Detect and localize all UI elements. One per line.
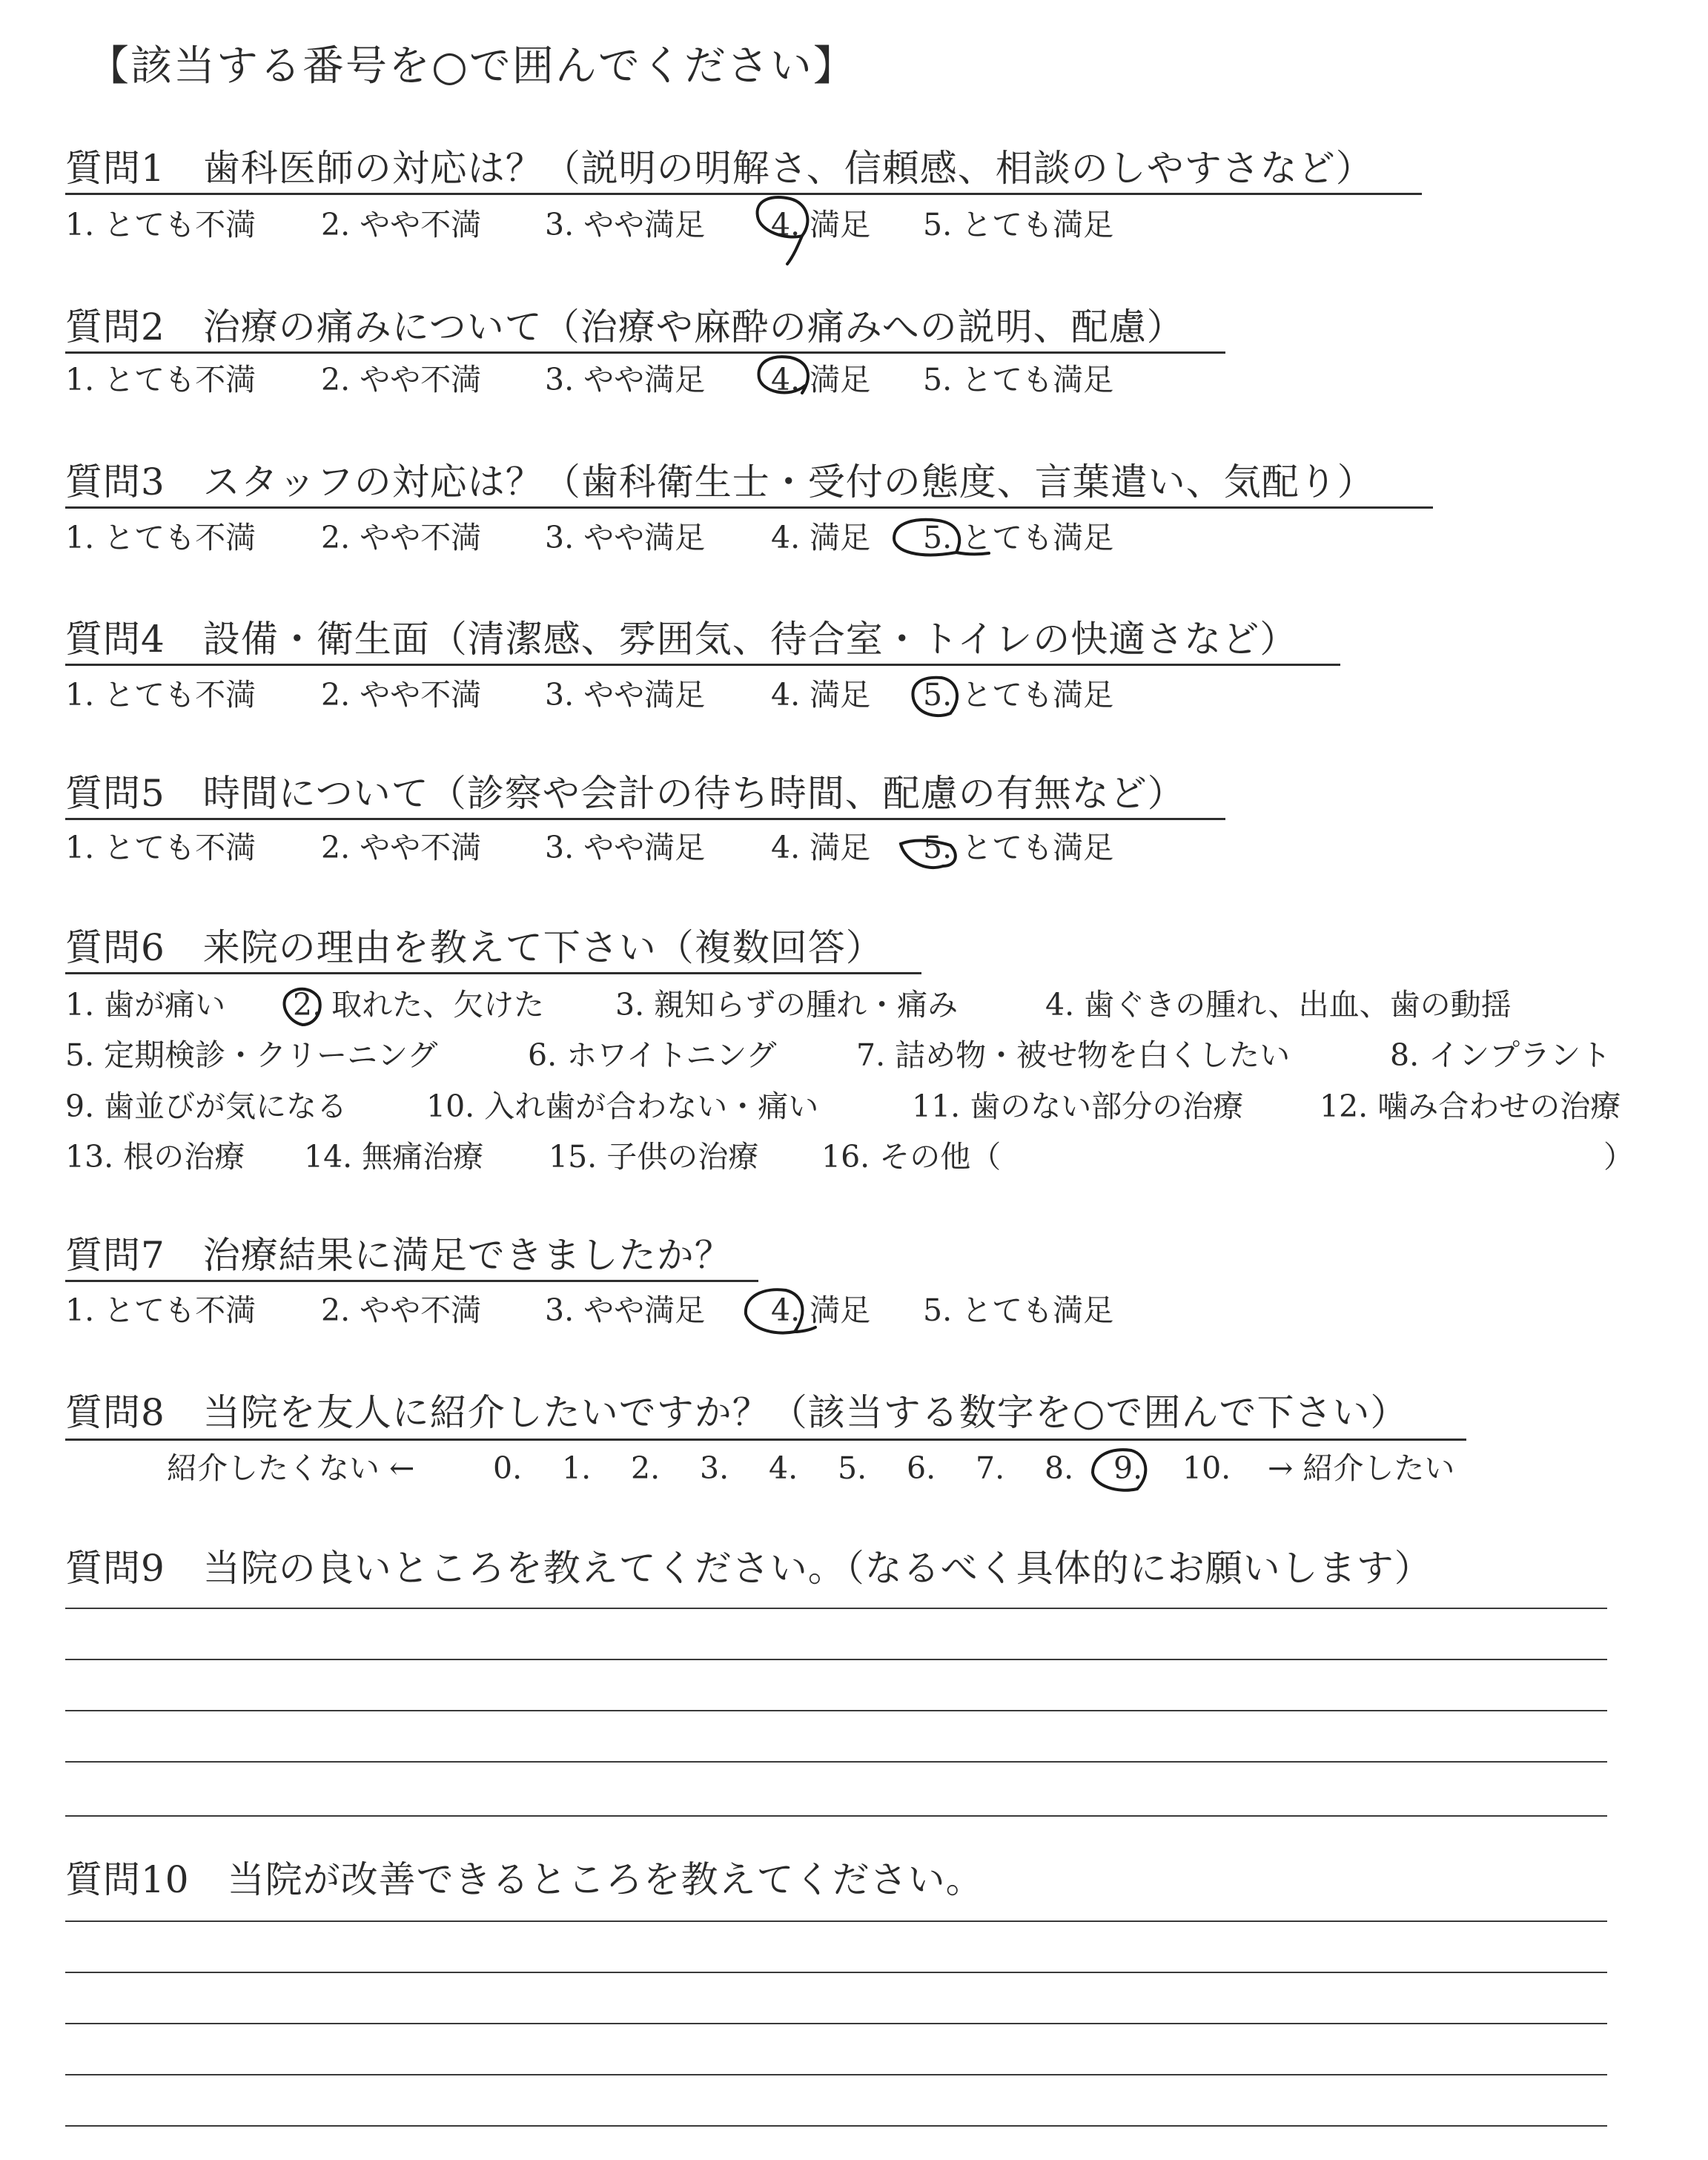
q6-option-13[interactable]: 13. 根の治療 (65, 1139, 245, 1175)
q6-option-2[interactable]: 2. 取れた、欠けた (293, 987, 545, 1023)
q7-selection-circle (746, 1289, 815, 1332)
q2-option-3[interactable]: 3. やや満足 (545, 362, 706, 397)
q6-option-7[interactable]: 7. 詰め物・被せ物を白くしたい (856, 1037, 1291, 1073)
q1-option-3[interactable]: 3. やや満足 (545, 207, 706, 242)
q3-option-4[interactable]: 4. 満足 (771, 520, 871, 555)
q1-option-1[interactable]: 1. とても不満 (65, 207, 256, 242)
q2-option-5[interactable]: 5. とても満足 (923, 362, 1114, 397)
q2-option-4[interactable]: 4. 満足 (771, 362, 871, 397)
q3-option-5[interactable]: 5. とても満足 (923, 520, 1114, 555)
q3-option-2[interactable]: 2. やや不満 (321, 520, 482, 555)
q7-option-5[interactable]: 5. とても満足 (923, 1292, 1114, 1328)
q6-option-15[interactable]: 15. 子供の治療 (549, 1139, 759, 1175)
q2-option-2[interactable]: 2. やや不満 (321, 362, 482, 397)
q6-selection-circle (284, 989, 320, 1025)
q8-scale-9[interactable]: 9. (1113, 1450, 1143, 1486)
q3-option-1[interactable]: 1. とても不満 (65, 520, 256, 555)
q4-option-5[interactable]: 5. とても満足 (923, 677, 1114, 713)
q7-option-2[interactable]: 2. やや不満 (321, 1292, 482, 1328)
q8-scale-7[interactable]: 7. (976, 1450, 1005, 1486)
q6-option-8[interactable]: 8. インプラント (1390, 1037, 1612, 1073)
page-header: 【該当する番号を○で囲んでください】 (87, 42, 856, 90)
q8-scale-1[interactable]: 1. (562, 1450, 592, 1486)
q6-option-14[interactable]: 14. 無痛治療 (304, 1139, 484, 1175)
q8-selection-circle (1093, 1450, 1145, 1490)
q8-scale-2[interactable]: 2. (631, 1450, 661, 1486)
question-3-title: 質問3 スタッフの対応は？（歯科衛生士・受付の態度、言葉遣い、気配り） (65, 460, 1375, 503)
question-7-title: 質問7 治療結果に満足できましたか？ (65, 1234, 732, 1277)
q6-option-16[interactable]: 16. その他（ (821, 1139, 1002, 1175)
q8-scale-4[interactable]: 4. (769, 1450, 798, 1486)
q8-scale-3[interactable]: 3. (700, 1450, 729, 1486)
q4-option-2[interactable]: 2. やや不満 (321, 677, 482, 713)
q6-option-4[interactable]: 4. 歯ぐきの腫れ、出血、歯の動揺 (1045, 987, 1512, 1023)
q6-option-6[interactable]: 6. ホワイトニング (528, 1037, 777, 1073)
question-5-title: 質問5 時間について（診察や会計の待ち時間、配慮の有無など） (65, 772, 1185, 815)
q1-option-2[interactable]: 2. やや不満 (321, 207, 482, 242)
q8-right-label: → 紹介したい (1268, 1450, 1455, 1486)
q4-option-1[interactable]: 1. とても不満 (65, 677, 256, 713)
q5-selection-circle (901, 841, 956, 868)
q8-scale-8[interactable]: 8. (1045, 1450, 1074, 1486)
q7-option-4[interactable]: 4. 満足 (771, 1292, 871, 1328)
q2-option-1[interactable]: 1. とても不満 (65, 362, 256, 397)
q6-option-3[interactable]: 3. 親知らずの腫れ・痛み (615, 987, 959, 1023)
q1-option-4[interactable]: 4. 満足 (771, 207, 871, 242)
q1-selection-circle (758, 197, 808, 264)
q4-option-4[interactable]: 4. 満足 (771, 677, 871, 713)
q6-other-close-paren: ） (1603, 1139, 1634, 1175)
q5-option-4[interactable]: 4. 満足 (771, 830, 871, 865)
q7-option-1[interactable]: 1. とても不満 (65, 1292, 256, 1328)
q5-option-5[interactable]: 5. とても満足 (923, 830, 1114, 865)
q6-option-5[interactable]: 5. 定期検診・クリーニング (65, 1037, 438, 1073)
question-8-title: 質問8 当院を友人に紹介したいですか？（該当する数字を○で囲んで下さい） (65, 1391, 1409, 1434)
q4-selection-circle (913, 678, 957, 716)
question-4-title: 質問4 設備・衛生面（清潔感、雰囲気、待合室・トイレの快適さなど） (65, 618, 1298, 661)
q4-option-3[interactable]: 3. やや満足 (545, 677, 706, 713)
q8-scale-0[interactable]: 0. (493, 1450, 523, 1486)
q3-option-3[interactable]: 3. やや満足 (545, 520, 706, 555)
q5-option-1[interactable]: 1. とても不満 (65, 830, 256, 865)
q6-option-12[interactable]: 12. 噛み合わせの治療 (1320, 1089, 1621, 1124)
q7-option-3[interactable]: 3. やや満足 (545, 1292, 706, 1328)
question-10-title: 質問10 当院が改善できるところを教えてください。 (65, 1858, 984, 1901)
q6-option-9[interactable]: 9. 歯並びが気になる (65, 1089, 348, 1124)
q8-scale-6[interactable]: 6. (907, 1450, 936, 1486)
q6-option-11[interactable]: 11. 歯のない部分の治療 (912, 1089, 1244, 1124)
question-9-title: 質問9 当院の良いところを教えてください。（なるべく具体的にお願いします） (65, 1547, 1432, 1590)
q3-selection-circle (894, 520, 989, 555)
q8-left-label: 紹介したくない ← (167, 1450, 415, 1486)
q5-option-2[interactable]: 2. やや不満 (321, 830, 482, 865)
q6-option-1[interactable]: 1. 歯が痛い (65, 987, 226, 1023)
q1-option-5[interactable]: 5. とても満足 (923, 207, 1114, 242)
q8-scale-5[interactable]: 5. (838, 1450, 867, 1486)
q2-selection-circle (758, 357, 807, 393)
question-6-title: 質問6 来院の理由を教えて下さい（複数回答） (65, 926, 884, 969)
question-1-title: 質問1 歯科医師の対応は？（説明の明解さ、信頼感、相談のしやすさなど） (65, 147, 1374, 190)
q8-scale-10[interactable]: 10. (1182, 1450, 1231, 1486)
q5-option-3[interactable]: 3. やや満足 (545, 830, 706, 865)
question-2-title: 質問2 治療の痛みについて（治療や麻酔の痛みへの説明、配慮） (65, 305, 1185, 349)
q6-option-10[interactable]: 10. 入れ歯が合わない・痛い (426, 1089, 819, 1124)
